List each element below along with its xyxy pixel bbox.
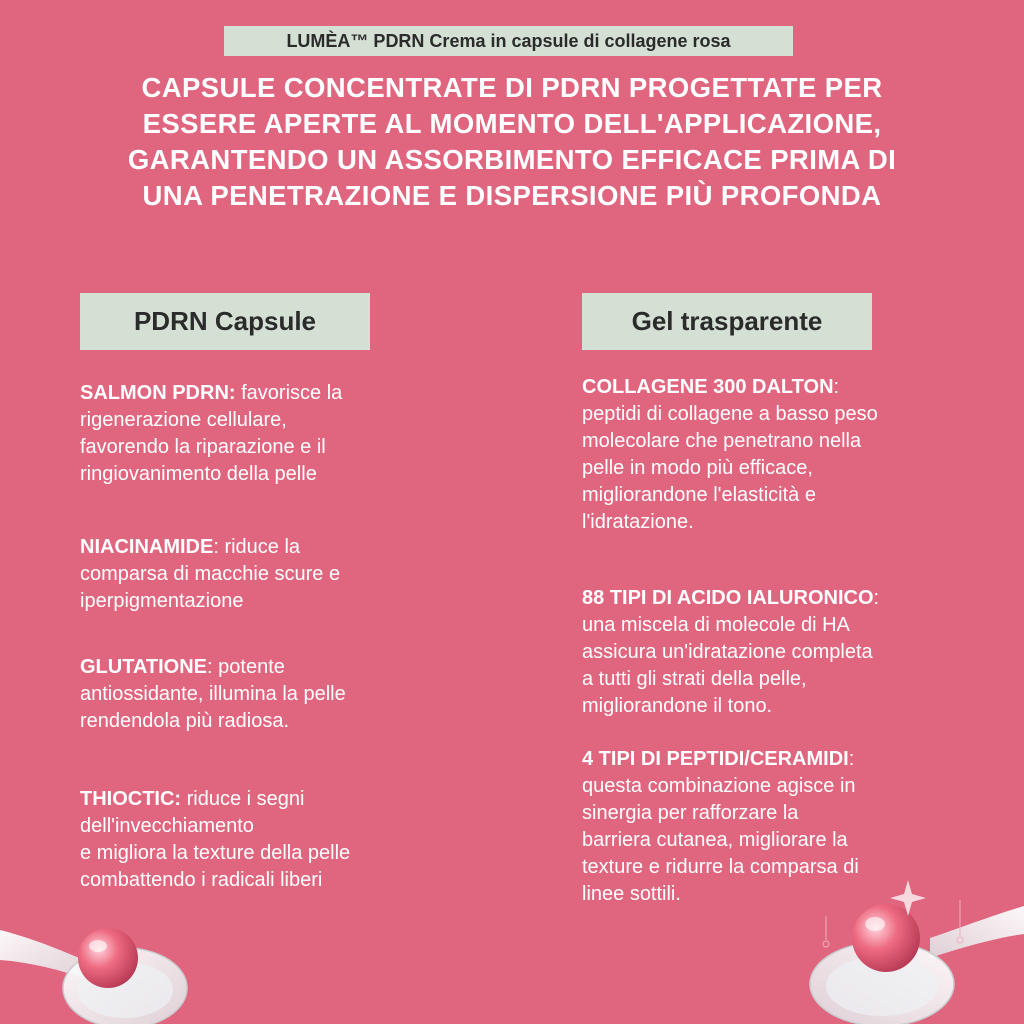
ingredient-name: GLUTATIONE xyxy=(80,656,208,678)
ingredient-thioctic xyxy=(80,786,350,894)
ingredient-desc: sinergia per rafforzare la xyxy=(582,802,799,824)
ingredient-niacinamide xyxy=(80,534,340,615)
capsule-spoon-icon xyxy=(0,900,200,1024)
ingredient-desc: barriera cutanea, migliorare la xyxy=(582,829,848,851)
gel-label xyxy=(582,293,872,350)
ingredient-desc: rendendola più radiosa. xyxy=(80,710,290,732)
ingredient-desc: questa combinazione agisce in xyxy=(582,775,856,797)
ingredient-desc: : xyxy=(833,376,840,398)
capsule-spoon-sparkle-icon xyxy=(790,876,1024,1024)
ingredient-desc: e migliora la texture della pelle xyxy=(80,842,351,864)
ingredient-name: 4 TIPI DI PEPTIDI/CERAMIDI xyxy=(582,748,849,770)
ingredient-desc: ringiovanimento della pelle xyxy=(80,463,317,485)
pdrn-capsule-label xyxy=(80,293,370,350)
ingredient-collagene xyxy=(582,374,878,536)
ingredient-glutatione xyxy=(80,654,346,735)
ingredient-desc: pelle in modo più efficace, xyxy=(582,457,813,479)
headline-line: UNA PENETRAZIONE E DISPERSIONE PIÙ PROFONDA xyxy=(142,180,882,211)
product-title-banner xyxy=(224,26,793,56)
ingredient-desc: migliorandone l'elasticità e xyxy=(582,484,816,506)
ingredient-desc: comparsa di macchie scure e xyxy=(80,563,341,585)
headline-line: ESSERE APERTE AL MOMENTO DELL'APPLICAZIONE, xyxy=(142,108,882,139)
product-title: LUMÈA™ PDRN Crema in capsule di collagene rosa xyxy=(286,30,731,51)
ingredient-desc: peptidi di collagene a basso peso xyxy=(582,403,878,425)
ingredient-desc: favorisce la xyxy=(235,382,343,404)
ingredient-desc: a tutti gli strati della pelle, xyxy=(582,668,807,690)
ingredient-name: SALMON PDRN: xyxy=(80,382,236,404)
ingredient-desc: : riduce la xyxy=(213,536,301,558)
ingredient-desc: l'idratazione. xyxy=(582,511,694,533)
headline-line: GARANTENDO UN ASSORBIMENTO EFFICACE PRIMA DI xyxy=(127,144,897,175)
ingredient-desc: dell'invecchiamento xyxy=(80,815,254,837)
ingredient-desc: migliorandone il tono. xyxy=(582,695,773,717)
ingredient-desc: iperpigmentazione xyxy=(80,590,244,612)
ingredient-desc: : xyxy=(873,587,880,609)
ingredient-desc: favorendo la riparazione e il xyxy=(80,436,326,458)
ingredient-name: THIOCTIC: xyxy=(80,788,182,810)
gel-label-text: Gel trasparente xyxy=(631,306,823,336)
ingredient-desc: riduce i segni xyxy=(181,788,305,810)
ingredient-desc: una miscela di molecole di HA xyxy=(582,614,850,636)
headline-line: CAPSULE CONCENTRATE DI PDRN PROGETTATE PER xyxy=(141,72,883,103)
ingredient-desc: rigenerazione cellulare, xyxy=(80,409,287,431)
ingredient-desc: : xyxy=(848,748,855,770)
ingredient-acido-ialuronico xyxy=(582,585,879,720)
ingredient-desc: molecolare che penetrano nella xyxy=(582,430,862,452)
ingredient-name: NIACINAMIDE xyxy=(80,536,214,558)
ingredient-desc: assicura un'idratazione completa xyxy=(582,641,873,663)
ingredient-desc: combattendo i radicali liberi xyxy=(80,869,323,891)
pdrn-capsule-label-text: PDRN Capsule xyxy=(133,306,317,336)
headline xyxy=(40,70,984,214)
ingredient-name: 88 TIPI DI ACIDO IALURONICO xyxy=(582,587,874,609)
ingredient-desc: : potente xyxy=(207,656,285,678)
ingredient-salmon-pdrn xyxy=(80,380,342,488)
ingredient-desc: linee sottili. xyxy=(582,883,681,905)
ingredient-name: COLLAGENE 300 DALTON xyxy=(582,376,834,398)
ingredient-desc: texture e ridurre la comparsa di xyxy=(582,856,859,878)
ingredient-desc: antiossidante, illumina la pelle xyxy=(80,683,346,705)
